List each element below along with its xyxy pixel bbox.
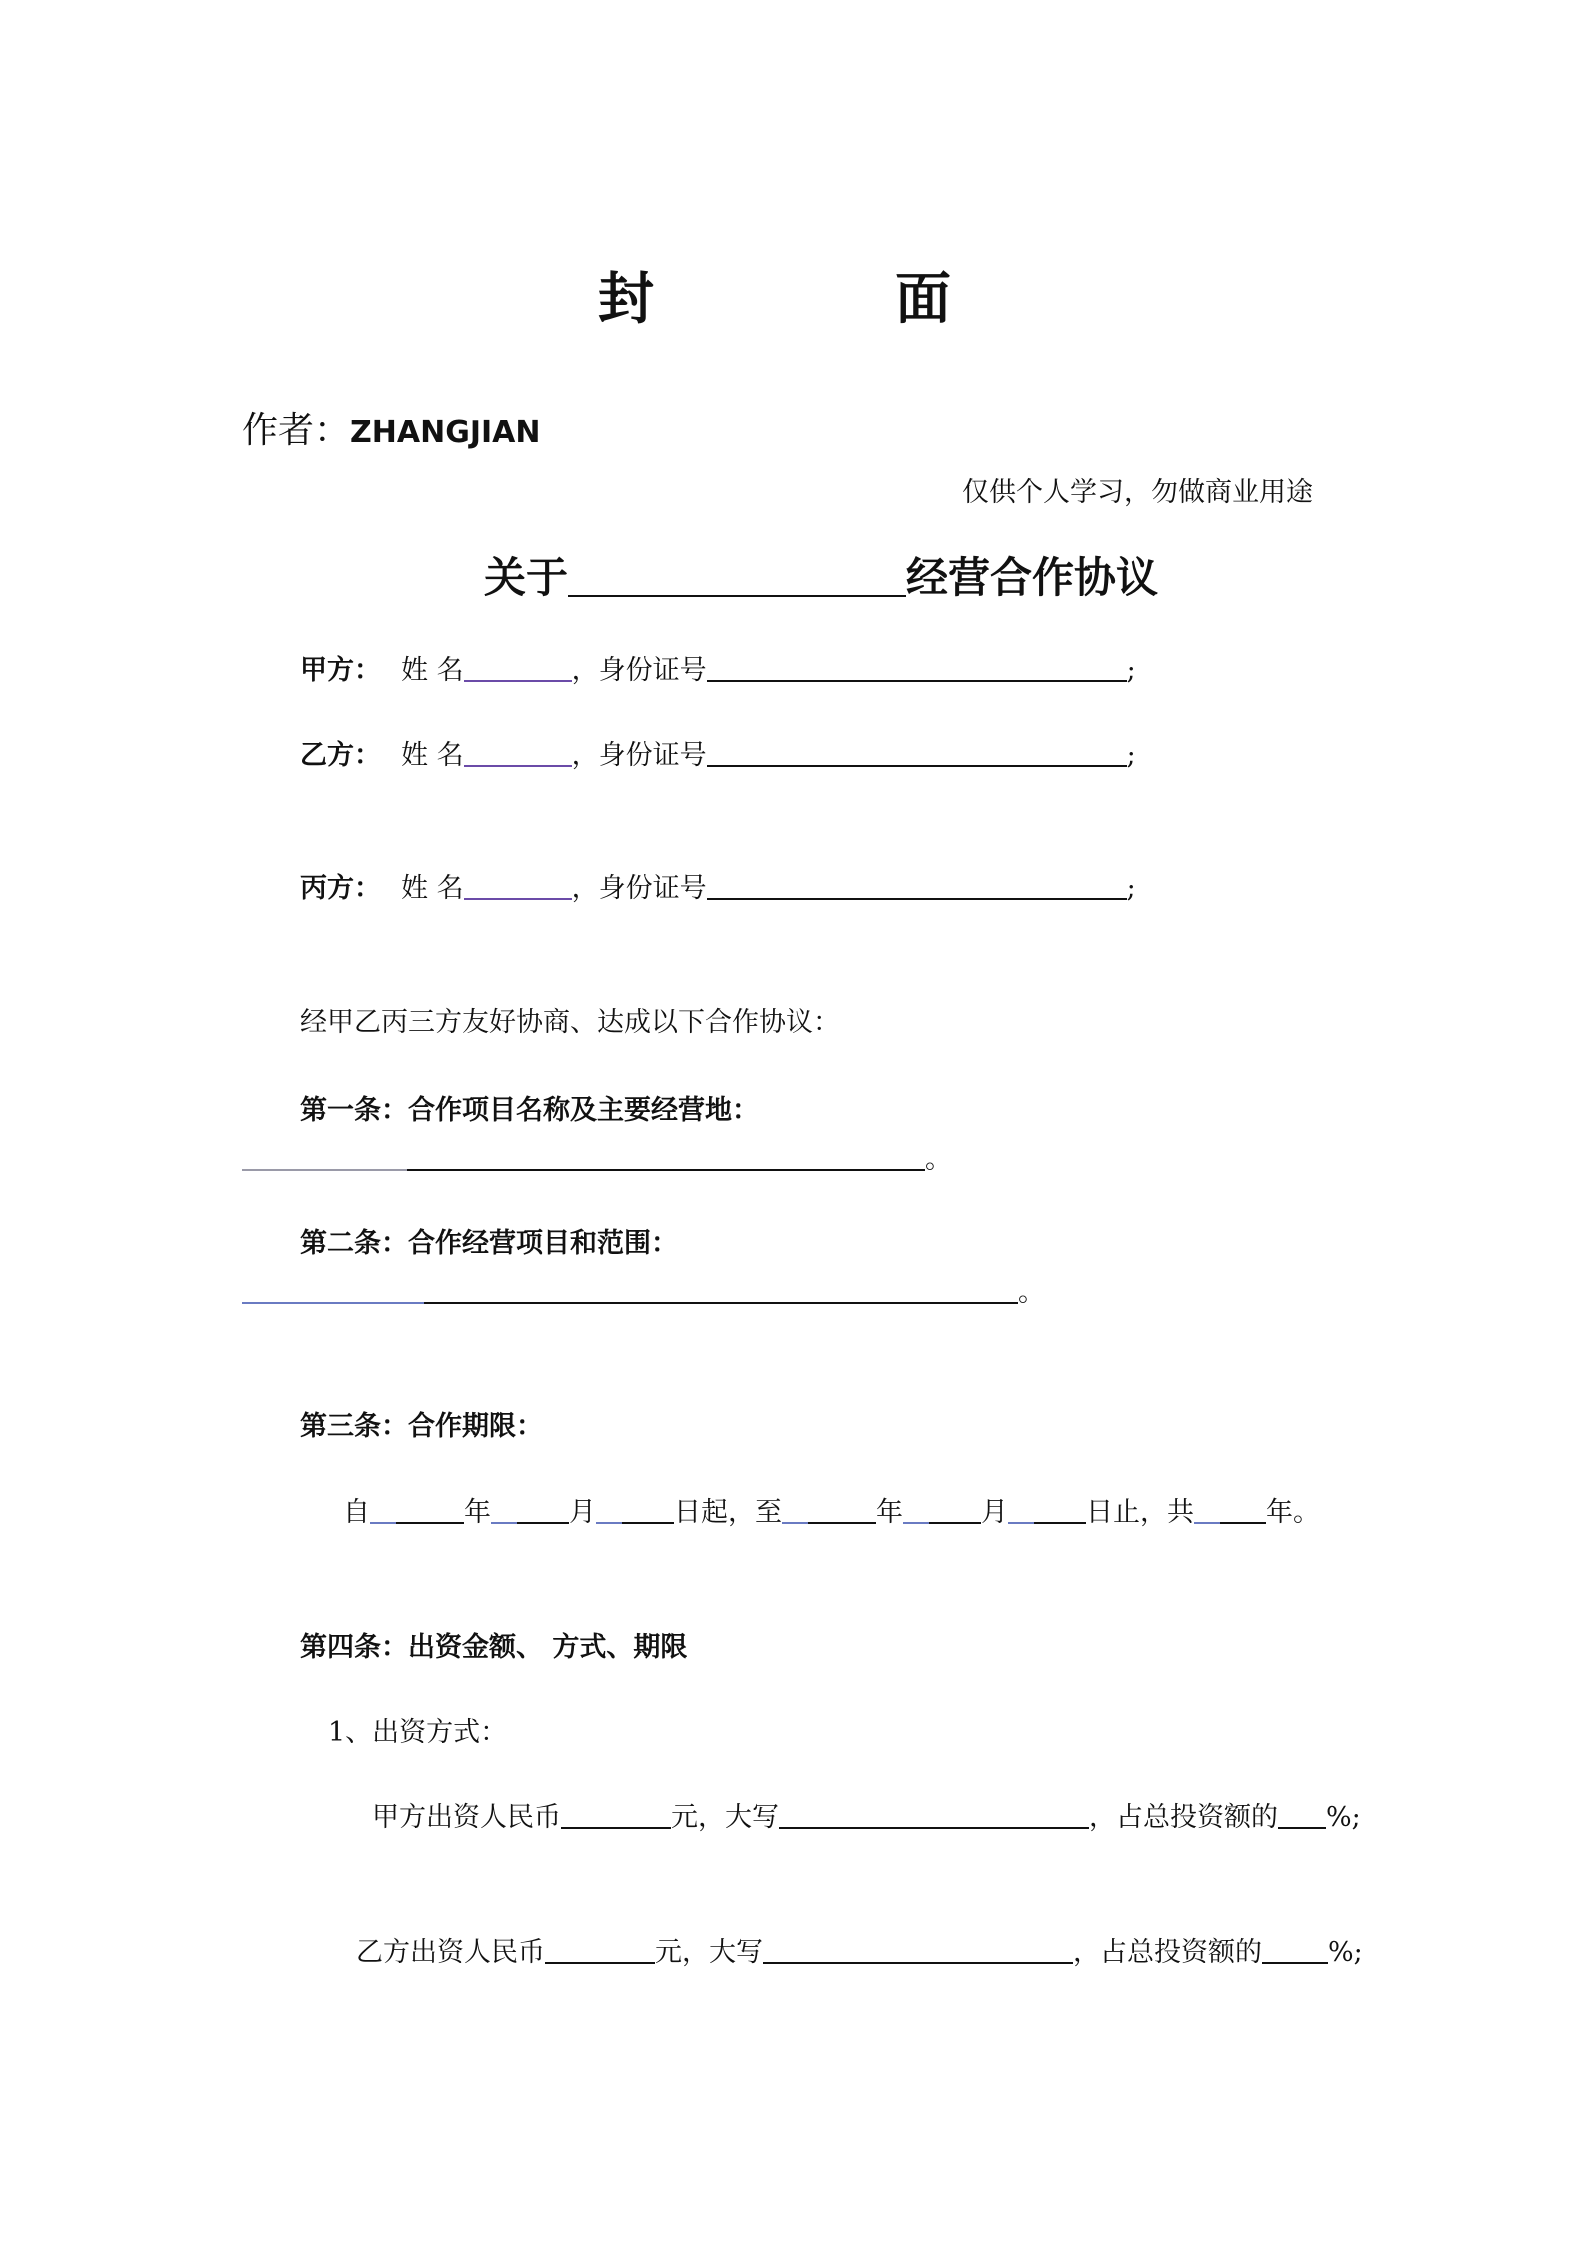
- party-a-investment-line: [372, 1795, 1361, 1834]
- article-4-title: 第四条：出资金额、 方式、期限: [300, 1632, 688, 1663]
- party-b-percent-blank: [1262, 1937, 1328, 1965]
- article-1-blank-a: [242, 1144, 407, 1172]
- party-a-end: ;: [1126, 655, 1136, 686]
- article-4-sub-1: 1、出资方式：: [328, 1717, 508, 1748]
- party-c-end: ;: [1126, 873, 1136, 904]
- term-yue-1: 月: [569, 1497, 596, 1528]
- party-b-yuan-label: 元，大写: [655, 1937, 763, 1968]
- project-name-blank: [568, 555, 906, 597]
- agreement-title: [484, 545, 1158, 605]
- cover-title-char-2: 面: [895, 266, 951, 332]
- article-2-end: 。: [1018, 1277, 1045, 1308]
- party-b-end: ;: [1126, 740, 1136, 771]
- article-2-blank-a: [242, 1277, 424, 1305]
- agreement-title-prefix: 关于: [484, 553, 569, 602]
- party-b-amount-words-blank: [763, 1937, 1073, 1965]
- start-day-blank: [622, 1497, 674, 1525]
- party-a-id-label: ，身份证号: [571, 655, 707, 686]
- party-a-percent-end: %;: [1326, 1802, 1361, 1833]
- party-c-id-label: ，身份证号: [571, 873, 707, 904]
- party-b-line: [300, 733, 1136, 772]
- article-3-title: 第三条：合作期限：: [300, 1411, 543, 1442]
- party-a-yuan-label: 元，大写: [671, 1802, 779, 1833]
- start-year-blank: [396, 1497, 464, 1525]
- party-b-amount-blank: [545, 1937, 655, 1965]
- total-years-blank: [1220, 1497, 1266, 1525]
- term-nian-3: 年。: [1266, 1497, 1320, 1528]
- party-a-line: [300, 648, 1136, 687]
- party-b-id-label: ，身份证号: [571, 740, 707, 771]
- article-1-blank-b: [407, 1144, 925, 1172]
- party-a-name-blank: [464, 655, 572, 683]
- term-nian-2: 年: [876, 1497, 903, 1528]
- party-a-percent-blank: [1278, 1802, 1326, 1830]
- article-1-end: 。: [925, 1144, 952, 1175]
- cover-title-char-1: 封: [598, 266, 654, 332]
- party-c-id-blank: [707, 873, 1127, 901]
- article-2-blank-b: [424, 1277, 1018, 1305]
- party-a-percent-label: ，占总投资额的: [1089, 1802, 1278, 1833]
- party-a-investment-lead: 甲方出资人民币: [372, 1802, 561, 1833]
- end-day-blank: [1034, 1497, 1086, 1525]
- article-2-title: 第二条：合作经营项目和范围：: [300, 1228, 678, 1259]
- author-label: 作者：: [242, 410, 351, 451]
- party-c-name-label: 姓 名: [401, 873, 464, 904]
- party-a-amount-blank: [561, 1802, 671, 1830]
- party-b-name-label: 姓 名: [401, 740, 464, 771]
- party-a-label: 甲方：: [300, 655, 381, 686]
- party-a-name-label: 姓 名: [401, 655, 464, 686]
- term-yue-2: 月: [981, 1497, 1008, 1528]
- term-ri-1: 日起，至: [674, 1497, 782, 1528]
- term-nian-1: 年: [464, 1497, 491, 1528]
- party-b-investment-line: [356, 1930, 1363, 1969]
- disclaimer: 仅供个人学习，勿做商业用途: [962, 477, 1313, 508]
- intro-text: 经甲乙丙三方友好协商、达成以下合作协议：: [300, 1007, 840, 1038]
- author-name: ZHANGJIAN: [350, 415, 541, 450]
- party-a-id-blank: [707, 655, 1127, 683]
- party-b-percent-label: ，占总投资额的: [1073, 1937, 1262, 1968]
- party-b-label: 乙方：: [300, 740, 381, 771]
- term-ri-2: 日止，共: [1086, 1497, 1194, 1528]
- party-c-label: 丙方：: [300, 873, 381, 904]
- party-b-investment-lead: 乙方出资人民币: [356, 1937, 545, 1968]
- party-c-name-blank: [464, 873, 572, 901]
- end-year-blank: [808, 1497, 876, 1525]
- party-c-line: [300, 866, 1136, 905]
- article-3-term-line: [343, 1490, 1320, 1529]
- start-month-blank: [517, 1497, 569, 1525]
- party-b-percent-end: %;: [1328, 1937, 1363, 1968]
- article-1-blank-line: [242, 1137, 952, 1176]
- author-line: [242, 402, 540, 453]
- agreement-title-suffix: 经营合作协议: [906, 553, 1159, 602]
- end-month-blank: [929, 1497, 981, 1525]
- article-2-blank-line: [242, 1270, 1045, 1309]
- party-a-amount-words-blank: [779, 1802, 1089, 1830]
- party-b-name-blank: [464, 740, 572, 768]
- party-b-id-blank: [707, 740, 1127, 768]
- term-zi: 自: [343, 1497, 370, 1528]
- article-1-title: 第一条：合作项目名称及主要经营地：: [300, 1095, 759, 1126]
